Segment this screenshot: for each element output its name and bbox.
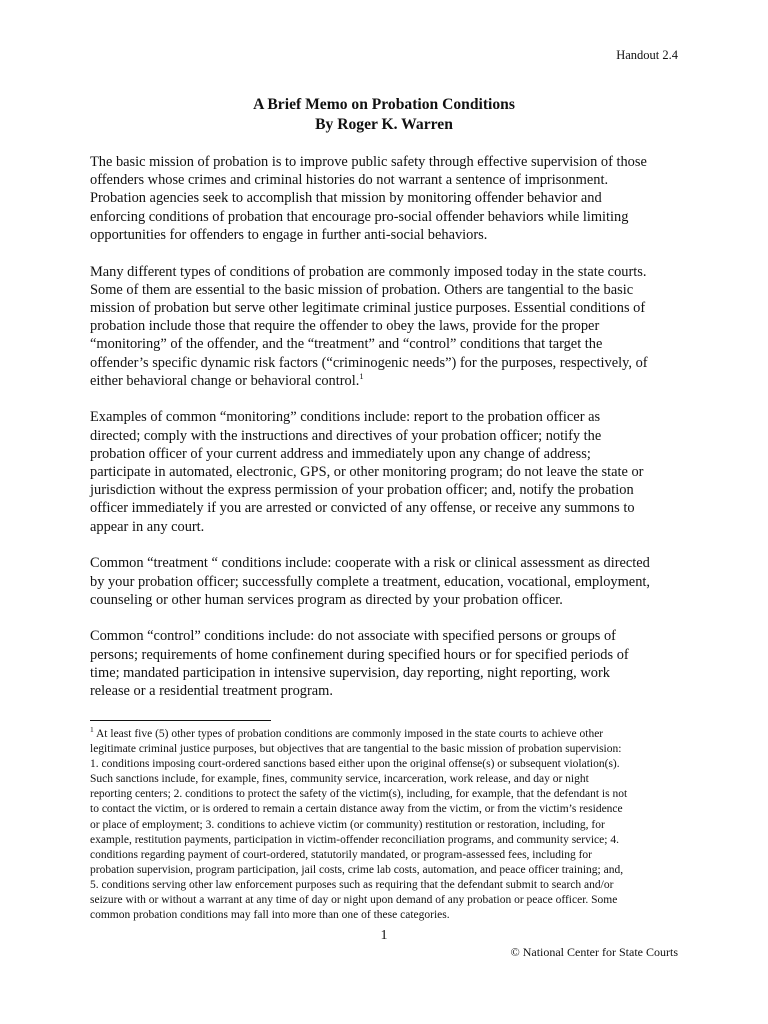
- footnote-line: common probation conditions may fall into more than one of these categories.: [90, 909, 450, 922]
- page-number: 1: [380, 928, 388, 943]
- text-line: Many different types of conditions of probation are commonly imposed today in the state courts.: [90, 263, 647, 280]
- footnote-line: example, restitution payments, participation in victim-offender reconciliation programs, and community service; 4.: [90, 833, 619, 846]
- text-line: appear in any court.: [90, 518, 205, 535]
- footnote-marker: 1: [90, 725, 94, 734]
- copyright-notice: © National Center for State Courts: [510, 945, 678, 959]
- text-line: The basic mission of probation is to improve public safety through effective supervision of those: [90, 154, 647, 170]
- footnote-divider: [90, 720, 271, 721]
- text-line: Common “control” conditions include: do not associate with specified persons or groups of: [90, 628, 616, 645]
- text-line: mission of probation but serve other legitimate criminal justice purposes. Essential conditions of: [90, 299, 646, 316]
- footnote-line: [90, 727, 690, 742]
- text-segment: either behavioral change or behavioral control.: [90, 372, 360, 389]
- paragraph-types: [90, 263, 682, 390]
- text-line: Probation agencies seek to accomplish that mission by monitoring offender behavior and: [90, 190, 602, 207]
- text-segment: At least five (5) other types of probation conditions are commonly imposed in the state courts to achieve other: [96, 728, 604, 740]
- text-line: probation include those that require the offender to obey the laws, provide for the proper: [90, 318, 600, 335]
- footnote: [90, 727, 690, 923]
- title-line: A Brief Memo on Probation Conditions: [253, 96, 515, 113]
- text-line: release or a residential treatment program.: [90, 683, 333, 700]
- text-line: Some of them are essential to the basic mission of probation. Others are tangential to the basic: [90, 281, 634, 298]
- paragraph-treatment: [90, 554, 682, 609]
- text-line: opportunities for offenders to engage in further anti-social behaviors.: [90, 226, 488, 243]
- footnote-line: reporting centers; 2. conditions to protect the safety of the victim(s), including, for example, that the defendant is not: [90, 788, 628, 801]
- text-line: time; mandated participation in intensive supervision, day reporting, night reporting, work: [90, 664, 610, 681]
- text-line: enforcing conditions of probation that encourage pro-social offender behaviors while limiting: [90, 208, 629, 225]
- footnote-line: 1. conditions imposing court-ordered sanctions based either upon the original offense(s) or subsequent violation(s).: [90, 758, 620, 771]
- memo-body: [90, 153, 682, 719]
- paragraph-control: [90, 627, 682, 700]
- paragraph-monitoring: [90, 408, 682, 535]
- text-line: participate in automated, electronic, GPS, or other monitoring program; do not leave the state or: [90, 464, 644, 481]
- footnote-line: or place of employment; 3. conditions to achieve victim (or community) restitution or restoration, including, for: [90, 818, 605, 831]
- paragraph-mission: [90, 153, 682, 244]
- text-line: offenders whose crimes and criminal histories do not warrant a sentence of imprisonment.: [90, 172, 609, 189]
- text-line: officer immediately if you are arrested or convicted of any offense, or receive any summons to: [90, 500, 635, 517]
- footnote-line: Such sanctions include, for example, fines, community service, incarceration, work release, and day or night: [90, 773, 589, 786]
- footnote-line: probation supervision, program participation, jail costs, crime lab costs, automation, and peace officer training; and,: [90, 863, 624, 876]
- text-line: directed; comply with the instructions and directives of your probation officer; notify the: [90, 427, 602, 444]
- footnote-line: conditions regarding payment of court-ordered, statutorily mandated, or program-assessed fees, including for: [90, 848, 593, 861]
- text-line-with-footnote: [90, 372, 682, 390]
- text-line: by your probation officer; successfully complete a treatment, education, vocational, employment,: [90, 573, 650, 590]
- handout-label: Handout 2.4: [616, 48, 678, 62]
- footnote-line: seizure with or without a warrant at any time of day or night upon demand of any probation or peace officer. Some: [90, 894, 618, 907]
- text-line: Common “treatment “ conditions include: cooperate with a risk or clinical assessment as directed: [90, 555, 650, 572]
- footnote-line: legitimate criminal justice purposes, but objectives that are tangential to the basic mission of probation supervision:: [90, 743, 622, 756]
- text-line: persons; requirements of home confinement during specified hours or for specified periods of: [90, 646, 629, 663]
- document-title: [0, 95, 768, 135]
- footnote-line: to contact the victim, or is ordered to remain a certain distance away from the victim, or from the victim’s residence: [90, 803, 623, 816]
- footnote-line: 5. conditions serving other law enforcement purposes such as requiring that the defendant submit to search and/or: [90, 878, 614, 891]
- text-line: offender’s specific dynamic risk factors (“criminogenic needs”) for the purposes, respectively, of: [90, 354, 648, 371]
- text-line: Examples of common “monitoring” conditions include: report to the probation officer as: [90, 409, 601, 426]
- footnote-reference[interactable]: 1: [359, 370, 364, 381]
- text-line: “monitoring” of the offender, and the “treatment” and “control” conditions that target the: [90, 336, 603, 353]
- text-line: counseling or other human services program as directed by your probation officer.: [90, 591, 563, 608]
- author-line: By Roger K. Warren: [315, 116, 453, 133]
- text-line: probation officer of your current address and immediately upon any change of address;: [90, 445, 591, 462]
- text-line: jurisdiction without the express permission of your probation officer; and, notify the probation: [90, 482, 634, 499]
